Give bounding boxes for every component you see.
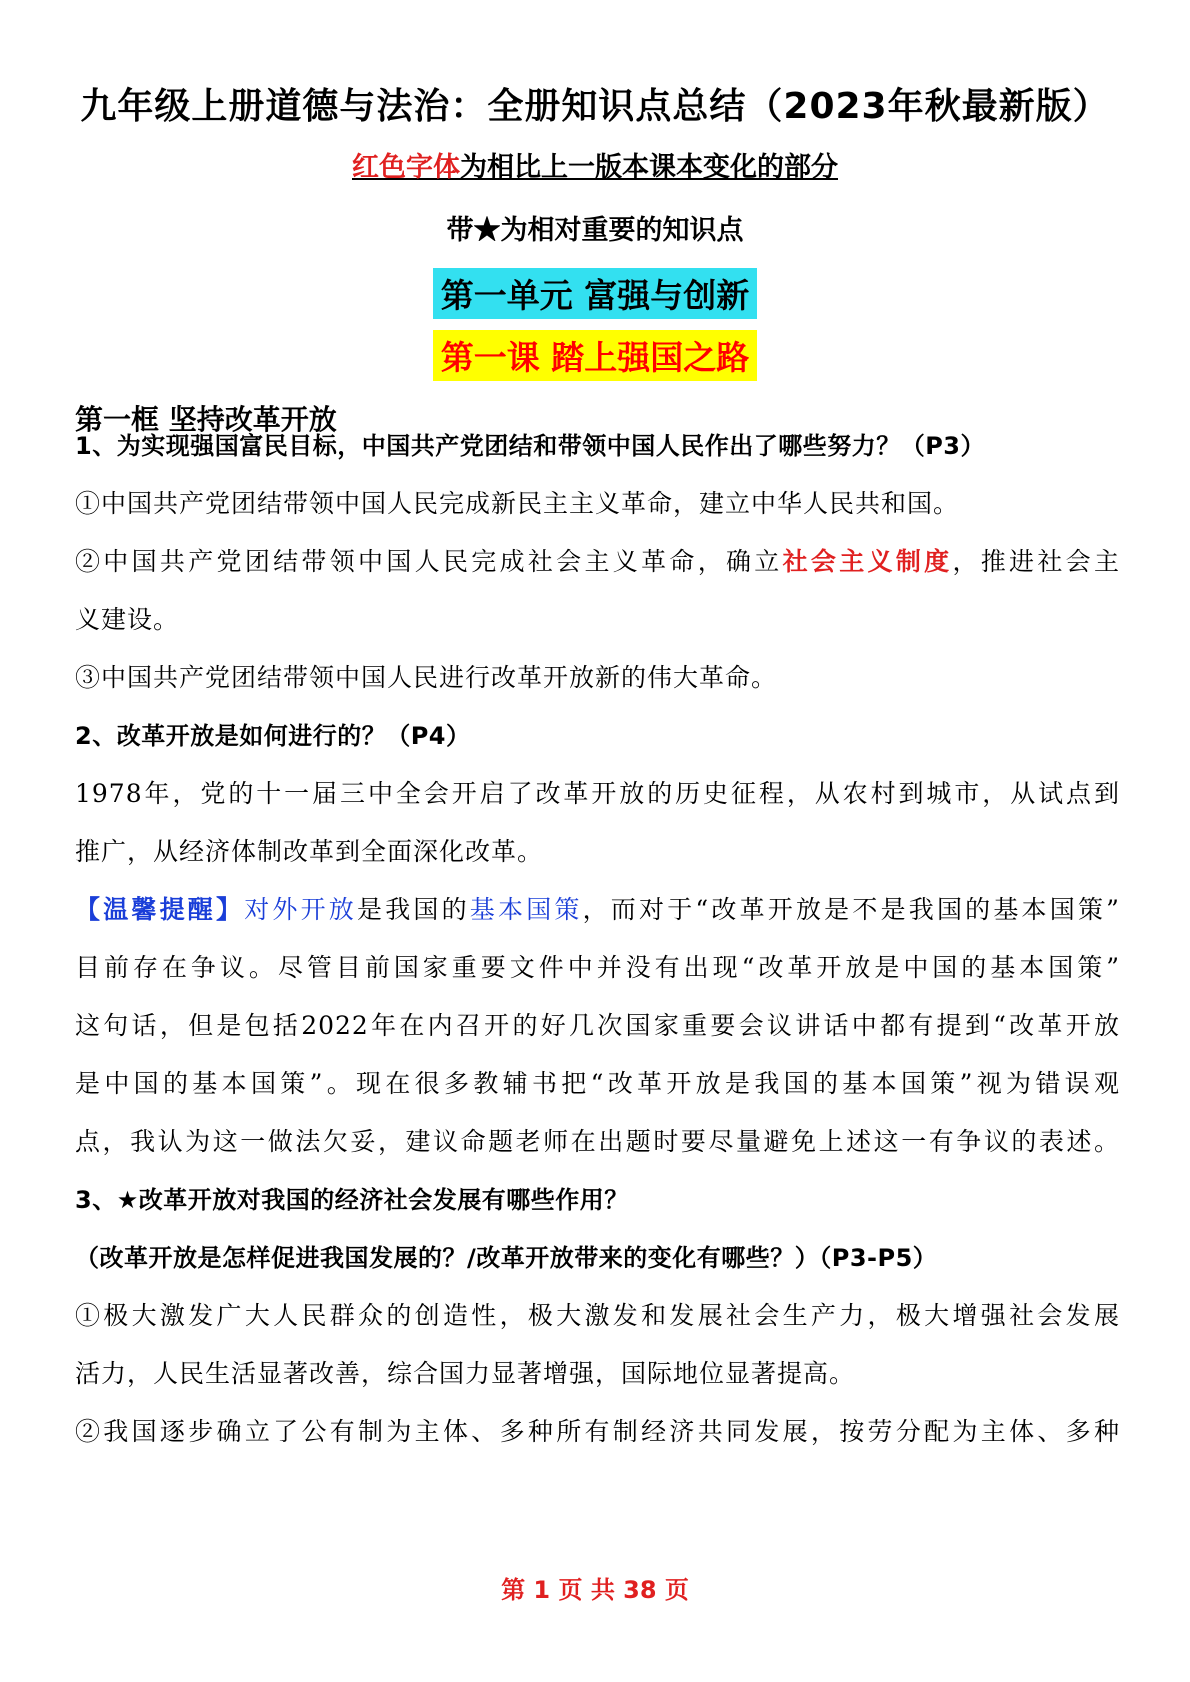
tip-line-3: 这句话，但是包括2022年在内召开的好几次国家重要会议讲话中都有提到“改革开放 <box>75 1011 1120 1040</box>
q1-answer-2: ②中国共产党团结带领中国人民完成社会主义革命，确立社会主义制度，推进社会主 <box>75 547 1120 576</box>
highlight-socialist-system: 社会主义制度 <box>782 547 953 576</box>
importance-note: 带★为相对重要的知识点 <box>446 215 744 246</box>
q3-answer-1-line-2: 活力，人民生活显著改善，综合国力显著增强，国际地位显著提高。 <box>75 1359 856 1388</box>
question-1: 1、为实现强国富民目标，中国共产党团结和带领中国人民作出了哪些努力？（P3） <box>75 432 985 460</box>
question-3: 3、★改革开放对我国的经济社会发展有哪些作用？ <box>75 1186 629 1214</box>
highlight-opening-up: 对外开放 <box>244 895 357 924</box>
lesson-heading: 第一课 踏上强国之路 <box>433 330 758 381</box>
subtitle-red-text: 红色字体 <box>352 152 460 183</box>
section-heading: 第一框 坚持改革开放 <box>75 403 337 436</box>
tip-line-1: 【温馨提醒】对外开放是我国的基本国策，而对于“改革开放是不是我国的基本国策” <box>75 895 1120 924</box>
lesson-heading-wrap <box>0 330 1190 381</box>
q2-answer-line-2: 推广，从经济体制改革到全面深化改革。 <box>75 837 544 866</box>
q1-answer-3: ③中国共产党团结带领中国人民进行改革开放新的伟大革命。 <box>75 663 778 692</box>
q1-answer-2-cont: 义建设。 <box>75 605 180 634</box>
question-2: 2、改革开放是如何进行的？（P4） <box>75 722 471 750</box>
unit-heading: 第一单元 富强与创新 <box>433 268 758 319</box>
tip-line-5: 点，我认为这一做法欠妥，建议命题老师在出题时要尽量避免上述这一有争议的表述。 <box>75 1127 1120 1156</box>
q3-answer-2-line-1: ②我国逐步确立了公有制为主体、多种所有制经济共同发展，按劳分配为主体、多种 <box>75 1417 1120 1446</box>
highlight-basic-policy: 基本国策 <box>469 895 583 924</box>
tip-label: 【温馨提醒】 <box>75 895 245 924</box>
q2-answer-line-1: 1978年，党的十一届三中全会开启了改革开放的历史征程，从农村到城市，从试点到 <box>75 779 1120 808</box>
page-number-footer: 第 1 页 共 38 页 <box>501 1576 689 1604</box>
tip-line-2: 目前存在争议。尽管目前国家重要文件中并没有出现“改革开放是中国的基本国策” <box>75 953 1120 982</box>
unit-heading-wrap <box>0 268 1190 319</box>
tip-line-4: 是中国的基本国策”。现在很多教辅书把“改革开放是我国的基本国策”视为错误观 <box>75 1069 1120 1098</box>
q1-answer-1: ①中国共产党团结带领中国人民完成新民主主义革命，建立中华人民共和国。 <box>75 489 960 518</box>
subtitle <box>0 145 1190 184</box>
q3-answer-1-line-1: ①极大激发广大人民群众的创造性，极大激发和发展社会生产力，极大增强社会发展 <box>75 1301 1120 1330</box>
question-3-alt: （改革开放是怎样促进我国发展的？/改革开放带来的变化有哪些？）（P3-P5） <box>75 1244 938 1272</box>
document-title: 九年级上册道德与法治：全册知识点总结（2023年秋最新版） <box>80 86 1110 127</box>
subtitle-rest-text: 为相比上一版本课本变化的部分 <box>460 152 838 183</box>
